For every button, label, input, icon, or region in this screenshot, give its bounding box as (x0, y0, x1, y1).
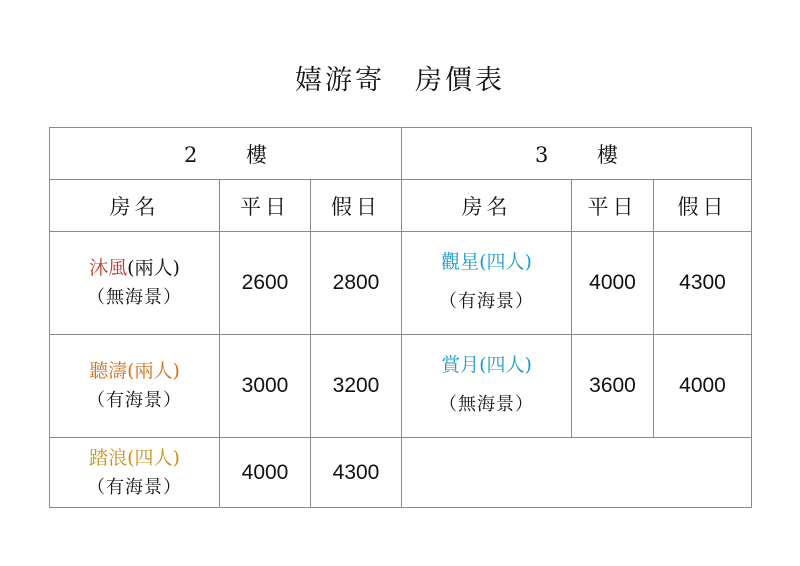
holiday-header: 假日 (654, 180, 752, 232)
room-capacity: (四人) (479, 354, 532, 376)
room-view: （無海景） (439, 394, 534, 415)
table-row (50, 335, 752, 438)
room-rate-table (49, 127, 752, 508)
room-name (402, 243, 571, 281)
room-cell (50, 438, 220, 508)
table-row (50, 438, 752, 508)
room-name-header: 房名 (50, 180, 220, 232)
floor-3-header: 3 樓 (402, 128, 752, 180)
holiday-price: 3200 (311, 335, 402, 438)
column-header-row (50, 180, 752, 232)
weekday-price: 4000 (572, 232, 654, 335)
weekday-price: 3600 (572, 335, 654, 438)
holiday-price: 4300 (654, 232, 752, 335)
room-name-text: 觀星 (441, 251, 480, 273)
room-name (50, 253, 219, 283)
room-view: （無海景） (87, 287, 182, 308)
holiday-price: 4000 (654, 335, 752, 438)
room-view: （有海景） (87, 390, 182, 411)
floor-header-row (50, 128, 752, 180)
room-cell (50, 232, 220, 335)
empty-cell (402, 438, 752, 508)
room-name-text: 踏浪 (89, 446, 128, 469)
weekday-price: 2600 (220, 232, 311, 335)
room-name-header: 房名 (402, 180, 572, 232)
weekday-price: 3000 (220, 335, 311, 438)
room-capacity: (兩人) (127, 360, 180, 382)
room-view: （有海景） (87, 476, 182, 498)
room-name (50, 356, 219, 386)
weekday-header: 平日 (572, 180, 654, 232)
weekday-price: 4000 (220, 438, 311, 508)
holiday-price: 2800 (311, 232, 402, 335)
weekday-header: 平日 (220, 180, 311, 232)
room-name-text: 賞月 (441, 354, 480, 376)
room-name-text: 聽濤 (89, 360, 128, 382)
room-name (50, 443, 219, 473)
room-capacity: (四人) (479, 251, 532, 273)
holiday-header: 假日 (311, 180, 402, 232)
holiday-price: 4300 (311, 438, 402, 508)
room-cell (402, 335, 572, 438)
page-title: 嬉游寄 房價表 (295, 65, 505, 96)
room-cell (402, 232, 572, 335)
room-capacity: (兩人) (127, 257, 180, 279)
room-capacity: (四人) (127, 446, 180, 469)
table-row (50, 232, 752, 335)
room-name (402, 346, 571, 384)
room-cell (50, 335, 220, 438)
floor-2-header: 2 樓 (50, 128, 402, 180)
room-name-text: 沐風 (89, 257, 128, 279)
room-view: （有海景） (439, 291, 534, 312)
